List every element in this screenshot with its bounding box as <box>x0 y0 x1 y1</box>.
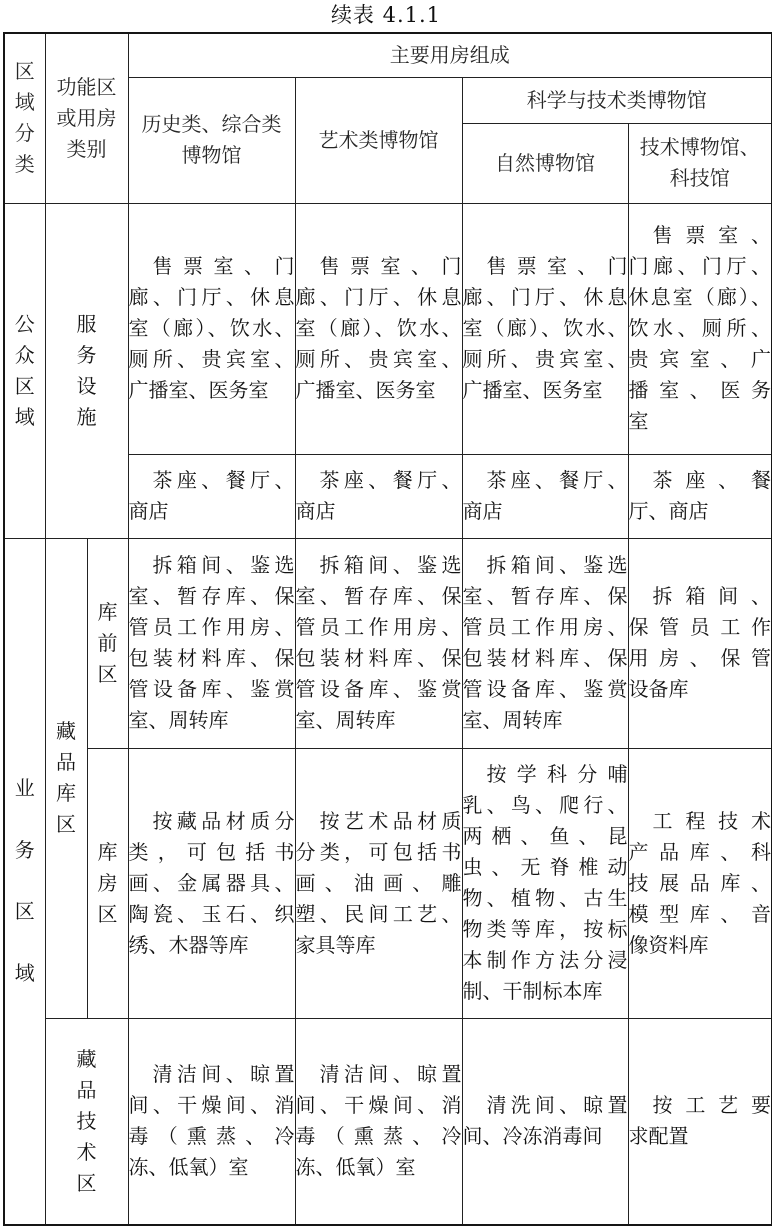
cell-text <box>296 1059 462 1183</box>
text-line: 模型库、音 <box>628 901 771 926</box>
group-collection-storage-label: 藏品库区 <box>56 719 76 836</box>
text-line: 清洁间、晾置 <box>319 1062 462 1087</box>
zone-business <box>4 538 45 1225</box>
cell-history-general <box>128 454 295 538</box>
text-line: 冻、低氧）室 <box>295 1155 416 1180</box>
cell-text <box>296 251 462 406</box>
cell-text <box>129 251 295 406</box>
text-line: 廊、门厅、休息 <box>462 285 628 309</box>
text-line: 管员工作用房、 <box>462 615 628 639</box>
header-zone-category-label: 区域分类 <box>14 59 35 177</box>
text-line: 或用房 <box>56 105 117 130</box>
cell-art <box>295 1018 462 1225</box>
cell-text <box>129 1059 295 1183</box>
text-line: 售票室、 <box>652 223 771 247</box>
text-line: 室 <box>628 409 649 433</box>
text-line: 虫、无脊椎动 <box>462 855 628 879</box>
text-line: 室（廊）、饮水、 <box>295 316 462 340</box>
text-line: 室、暂存库、保 <box>462 584 628 608</box>
header-zone-category <box>4 33 45 203</box>
text-line: 室、周转库 <box>295 708 396 732</box>
cell-text <box>296 550 462 736</box>
text-line: 产品库、科 <box>628 839 771 864</box>
text-line: 画、油画、雕 <box>295 870 462 895</box>
text-line: 物类等库，按标 <box>462 917 628 941</box>
cell-text <box>463 1090 628 1152</box>
text-line: 拆箱间、鉴选 <box>319 553 462 577</box>
text-line: 清洁间、晾置 <box>152 1062 295 1087</box>
cell-text <box>629 220 772 437</box>
cell-history-general <box>128 748 295 1018</box>
header-natural <box>462 123 628 203</box>
text-line: 毒（熏蒸、冷 <box>295 1124 462 1149</box>
text-line: 室（廊）、饮水、 <box>462 316 628 340</box>
text-line: 贵宾室、广 <box>628 347 771 371</box>
text-line: 塑、民间工艺、 <box>295 901 462 926</box>
text-line: 功能区 <box>56 74 117 99</box>
text-line: 用房、保管 <box>628 646 771 670</box>
sub-storage-front <box>87 538 128 748</box>
text-line: 像资料库 <box>628 932 709 957</box>
header-art-label: 艺术类博物馆 <box>318 127 439 152</box>
cell-natural <box>462 1018 628 1225</box>
header-function-area <box>45 33 128 203</box>
text-line: 厕所、贵宾室、 <box>295 347 462 371</box>
text-line: 休息室（廊）、 <box>628 285 771 309</box>
text-line: 售票室、门 <box>319 254 462 278</box>
group-collection-storage <box>45 538 87 1018</box>
cell-text <box>129 806 295 961</box>
text-line: 厕所、贵宾室、 <box>128 347 295 371</box>
museum-room-composition-table <box>3 32 772 1226</box>
sub-storage-rooms <box>87 748 128 1018</box>
group-service-facilities <box>45 203 128 538</box>
cell-art <box>295 454 462 538</box>
text-line: 室、周转库 <box>462 708 563 732</box>
text-line: 厕所、贵宾室、 <box>462 347 628 371</box>
cell-text <box>463 759 628 1007</box>
text-line: 毒（熏蒸、冷 <box>128 1124 295 1149</box>
text-line: 求配置 <box>628 1124 689 1149</box>
text-line: 家具等库 <box>295 932 376 957</box>
text-line: 类，可包括书 <box>128 839 295 864</box>
text-line: 分类，可包括书 <box>295 839 462 864</box>
cell-text <box>296 806 462 961</box>
text-line: 茶座、餐厅、 <box>319 468 462 492</box>
text-line: 清洗间、晾置 <box>486 1093 628 1118</box>
cell-art <box>295 538 462 748</box>
header-main-rooms <box>128 33 772 77</box>
header-science-tech <box>462 77 772 123</box>
header-function-area-label <box>46 72 128 165</box>
text-line: 拆箱间、 <box>652 584 771 608</box>
text-line: 门廊、门厅、 <box>628 254 771 278</box>
text-line: 技术博物馆、 <box>639 135 760 159</box>
text-line: 商店 <box>462 499 503 523</box>
cell-history-general <box>128 538 295 748</box>
cell-text <box>463 465 628 527</box>
cell-text <box>129 465 295 527</box>
cell-text <box>629 465 772 527</box>
text-line: 间、干燥间、消 <box>295 1093 462 1118</box>
text-line: 工程技术 <box>652 808 771 833</box>
row-storage-rooms <box>4 748 772 1018</box>
row-collection-technology <box>4 1018 772 1225</box>
text-line: 按藏品材质分 <box>152 808 295 833</box>
text-line: 历史类、综合类 <box>141 112 282 136</box>
text-line: 室、暂存库、保 <box>295 584 462 608</box>
text-line: 广播室、医务室 <box>128 378 269 402</box>
header-tech-science-label <box>629 132 772 194</box>
header-main-rooms-label: 主要用房组成 <box>389 42 510 67</box>
cell-tech-science <box>628 538 772 748</box>
cell-natural <box>462 203 628 454</box>
text-line: 售票室、门 <box>152 254 295 278</box>
text-line: 陶瓷、玉石、织 <box>128 901 295 926</box>
text-line: 拆箱间、鉴选 <box>486 553 628 577</box>
group-collection-technology <box>45 1018 128 1225</box>
cell-tech-science <box>628 454 772 538</box>
header-art <box>295 77 462 203</box>
cell-text <box>129 550 295 736</box>
text-line: 广播室、医务室 <box>462 378 603 402</box>
header-natural-label: 自然博物馆 <box>495 150 595 175</box>
cell-natural <box>462 454 628 538</box>
text-line: 按艺术品材质 <box>319 808 462 833</box>
cell-text <box>463 550 628 736</box>
text-line: 售票室、门 <box>486 254 628 278</box>
sub-storage-front-label: 库前区 <box>97 599 118 686</box>
text-line: 间、冷冻消毒间 <box>462 1124 603 1149</box>
text-line: 商店 <box>128 499 169 523</box>
cell-natural <box>462 538 628 748</box>
text-line: 包装材料库、保 <box>295 646 462 670</box>
text-line: 绣、木器等库 <box>128 932 249 957</box>
text-line: 商店 <box>295 499 336 523</box>
sub-storage-rooms-label: 库房区 <box>97 839 118 926</box>
text-line: 包装材料库、保 <box>128 646 295 670</box>
text-line: 设备库 <box>628 677 689 701</box>
cell-art <box>295 203 462 454</box>
text-line: 管员工作用房、 <box>295 615 462 639</box>
cell-history-general <box>128 1018 295 1225</box>
text-line: 拆箱间、鉴选 <box>152 553 295 577</box>
text-line: 类别 <box>66 136 107 161</box>
text-line: 室、暂存库、保 <box>128 584 295 608</box>
text-line: 管设备库、鉴赏 <box>462 677 628 701</box>
cell-art <box>295 748 462 1018</box>
text-line: 廊、门厅、休息 <box>295 285 462 309</box>
text-line: 博物馆 <box>181 143 242 167</box>
header-tech-science <box>628 123 772 203</box>
cell-tech-science <box>628 1018 772 1225</box>
text-line: 保管员工作 <box>628 615 771 639</box>
zone-business-label: 业务区域 <box>14 776 35 985</box>
header-history-general-label <box>129 109 295 171</box>
text-line: 画、金属器具、 <box>128 870 295 895</box>
header-science-tech-label: 科学与技术类博物馆 <box>526 87 707 112</box>
cell-history-general <box>128 203 295 454</box>
cell-text <box>629 581 772 705</box>
text-line: 冻、低氧）室 <box>128 1155 249 1180</box>
zone-public <box>4 203 45 538</box>
text-line: 管设备库、鉴赏 <box>295 677 462 701</box>
row-service-facilities-main <box>4 203 772 454</box>
text-line: 两栖、鱼、昆 <box>462 824 628 848</box>
text-line: 物、植物、古生 <box>462 886 628 910</box>
text-line: 茶座、餐厅、 <box>152 468 295 492</box>
cell-tech-science <box>628 203 772 454</box>
text-line: 技展品库、 <box>628 870 771 895</box>
cell-tech-science <box>628 748 772 1018</box>
cell-text <box>629 806 772 961</box>
text-line: 广播室、医务室 <box>295 378 436 402</box>
text-line: 按工艺要 <box>652 1093 771 1118</box>
zone-public-label: 公众区域 <box>14 311 35 429</box>
text-line: 廊、门厅、休息 <box>128 285 295 309</box>
cell-natural <box>462 748 628 1018</box>
text-line: 播室、医务 <box>628 378 771 402</box>
text-line: 厅、商店 <box>628 499 709 523</box>
header-row-1 <box>4 33 772 77</box>
text-line: 管员工作用房、 <box>128 615 295 639</box>
header-history-general <box>128 77 295 203</box>
cell-text <box>463 251 628 406</box>
text-line: 茶座、餐厅、 <box>486 468 628 492</box>
text-line: 制、干制标本库 <box>462 979 603 1003</box>
text-line: 室（廊）、饮水、 <box>128 316 295 340</box>
text-line: 间、干燥间、消 <box>128 1093 295 1118</box>
group-collection-technology-label: 藏品技术区 <box>76 1046 97 1195</box>
text-line: 本制作方法分浸 <box>462 948 628 972</box>
table-caption: 续表 4.1.1 <box>330 3 442 27</box>
text-line: 包装材料库、保 <box>462 646 628 670</box>
text-line: 科技馆 <box>669 166 730 190</box>
cell-text <box>629 1090 772 1152</box>
text-line: 管设备库、鉴赏 <box>128 677 295 701</box>
text-line: 室、周转库 <box>128 708 229 732</box>
text-line: 乳、鸟、爬行、 <box>462 793 628 817</box>
text-line: 茶座、餐 <box>652 468 771 492</box>
cell-text <box>296 465 462 527</box>
group-service-facilities-label: 服务设施 <box>76 311 97 429</box>
row-storage-front <box>4 538 772 748</box>
text-line: 饮水、厕所、 <box>628 316 771 340</box>
text-line: 按学科分哺 <box>486 762 628 786</box>
